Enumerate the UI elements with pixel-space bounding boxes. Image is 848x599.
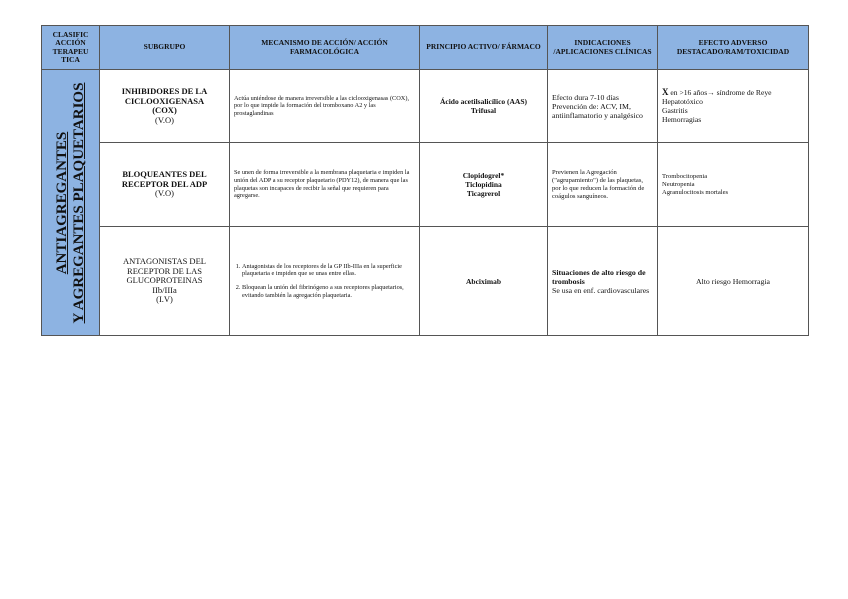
mechanism-list bbox=[234, 263, 415, 299]
adverse-line: Agranulocitosis mortales bbox=[662, 188, 729, 196]
indication-highlight: Situaciones de alto riesgo de trombosis bbox=[552, 267, 646, 286]
mechanism-cell: Se unen de forma irreversible a la membrana plaquetaria e impiden la unión del ADP a su receptor plaquetario (PDY12), de manera que las plaquetas son incapaces de recibir la señal que requieren para agregarse. bbox=[230, 143, 420, 227]
adverse-line: Alto riesgo Hemorragia bbox=[695, 276, 771, 286]
header-adverse-effect: EFECTO ADVERSO DESTACADO/RAM/TOXICIDAD bbox=[658, 26, 809, 70]
classification-line1: ANTIAGREGANTES bbox=[53, 131, 70, 274]
header-indications: INDICACIONES /APLICACIONES CLÍNICAS bbox=[548, 26, 658, 70]
subgroup-name-line: ANTAGONISTAS DEL bbox=[123, 256, 206, 267]
adverse-line: Hepatotóxico bbox=[662, 97, 703, 106]
drug-name: Clopidogrel* bbox=[462, 171, 505, 180]
adverse-line: Hemorragias bbox=[662, 115, 702, 124]
header-mechanism: MECANISMO DE ACCIÓN/ ACCIÓN FARMACOLÓGICA bbox=[230, 26, 420, 70]
mechanism-item: 1. Antagonistas de los receptores de la GP IIb-IIIa en la superficie plaquetaria e impiden que se unas entre ellas. bbox=[242, 263, 415, 278]
adverse-cell bbox=[658, 227, 809, 336]
drug-name: Trifusal bbox=[470, 106, 497, 115]
route-label: (V.O) bbox=[155, 188, 174, 199]
adverse-line: Neutropenia bbox=[662, 180, 695, 188]
indication-line: Se usa en enf. cardiovasculares bbox=[552, 285, 650, 295]
indication-line: Prevención de: ACV, IM, antiinflamatorio y analgésico bbox=[552, 101, 643, 120]
subgroup-name-line: INHIBIDORES DE LA bbox=[121, 86, 208, 96]
indication-line: Efecto dura 7-10 días bbox=[552, 92, 619, 102]
drug-cell bbox=[420, 143, 548, 227]
subgroup-cell bbox=[100, 143, 230, 227]
drug-name: Ácido acetilsalicílico (AAS) bbox=[439, 97, 528, 106]
table-row bbox=[42, 227, 809, 336]
route-label: (V.O) bbox=[155, 114, 174, 125]
adverse-text: en >16 años→ síndrome de Reye bbox=[670, 88, 772, 97]
route-label: (I.V) bbox=[156, 294, 173, 305]
indications-cell bbox=[548, 70, 658, 143]
indication-line: Previenen la Agregación ("agrupamiento") de las plaquetas, por lo que reducen la formación de coágulos sanguíneos. bbox=[552, 168, 645, 200]
drug-cell bbox=[420, 227, 548, 336]
header-row bbox=[42, 26, 809, 70]
indications-cell bbox=[548, 143, 658, 227]
subgroup-cell bbox=[100, 227, 230, 336]
pharmacology-table bbox=[41, 25, 809, 336]
subgroup-name-line: IIb/IIIa bbox=[152, 284, 177, 295]
classification-label bbox=[54, 82, 88, 323]
indications-cell bbox=[548, 227, 658, 336]
adverse-line bbox=[662, 88, 804, 97]
classification-line2: Y AGREGANTES PLAQUETARIOS bbox=[70, 82, 87, 323]
subgroup-name-line: RECEPTOR DE LAS bbox=[127, 265, 202, 276]
table-row bbox=[42, 70, 809, 143]
adverse-cell bbox=[658, 70, 809, 143]
header-classification: CLASIFIC ACCIÓN TERAPEU TICA bbox=[42, 26, 100, 70]
drug-name: Ticagrerol bbox=[466, 189, 501, 198]
table-row bbox=[42, 143, 809, 227]
contraindication-mark: X bbox=[662, 87, 669, 97]
mechanism-cell bbox=[230, 227, 420, 336]
drug-cell bbox=[420, 70, 548, 143]
adverse-line: Gastritis bbox=[662, 106, 688, 115]
adverse-cell bbox=[658, 143, 809, 227]
subgroup-name-line: (COX) bbox=[152, 105, 177, 115]
mechanism-cell: Actúa uniéndose de manera irreversible a las ciclooxigenasas (COX), por lo que impide la formación del tromboxano A2 y las prostaglandinas bbox=[230, 70, 420, 143]
classification-cell bbox=[42, 70, 100, 336]
subgroup-name-line: GLUCOPROTEINAS bbox=[126, 275, 203, 286]
adverse-line: Trombocitopenia bbox=[662, 172, 708, 180]
drug-name: Abciximab bbox=[465, 276, 501, 286]
subgroup-name-line: RECEPTOR DEL ADP bbox=[121, 178, 208, 189]
header-subgroup: SUBGRUPO bbox=[100, 26, 230, 70]
subgroup-cell bbox=[100, 70, 230, 143]
drug-name: Ticlopidina bbox=[465, 180, 502, 189]
mechanism-item: 2. Bloquean la unión del fibrinógeno a sus receptores plaquetarios, evitando también la agregación plaquetaria. bbox=[242, 284, 415, 299]
header-active-principle: PRINCIPIO ACTIVO/ FÁRMACO bbox=[420, 26, 548, 70]
subgroup-name-line: BLOQUEANTES DEL bbox=[122, 169, 207, 180]
subgroup-name-line: CICLOOXIGENASA bbox=[124, 95, 205, 106]
